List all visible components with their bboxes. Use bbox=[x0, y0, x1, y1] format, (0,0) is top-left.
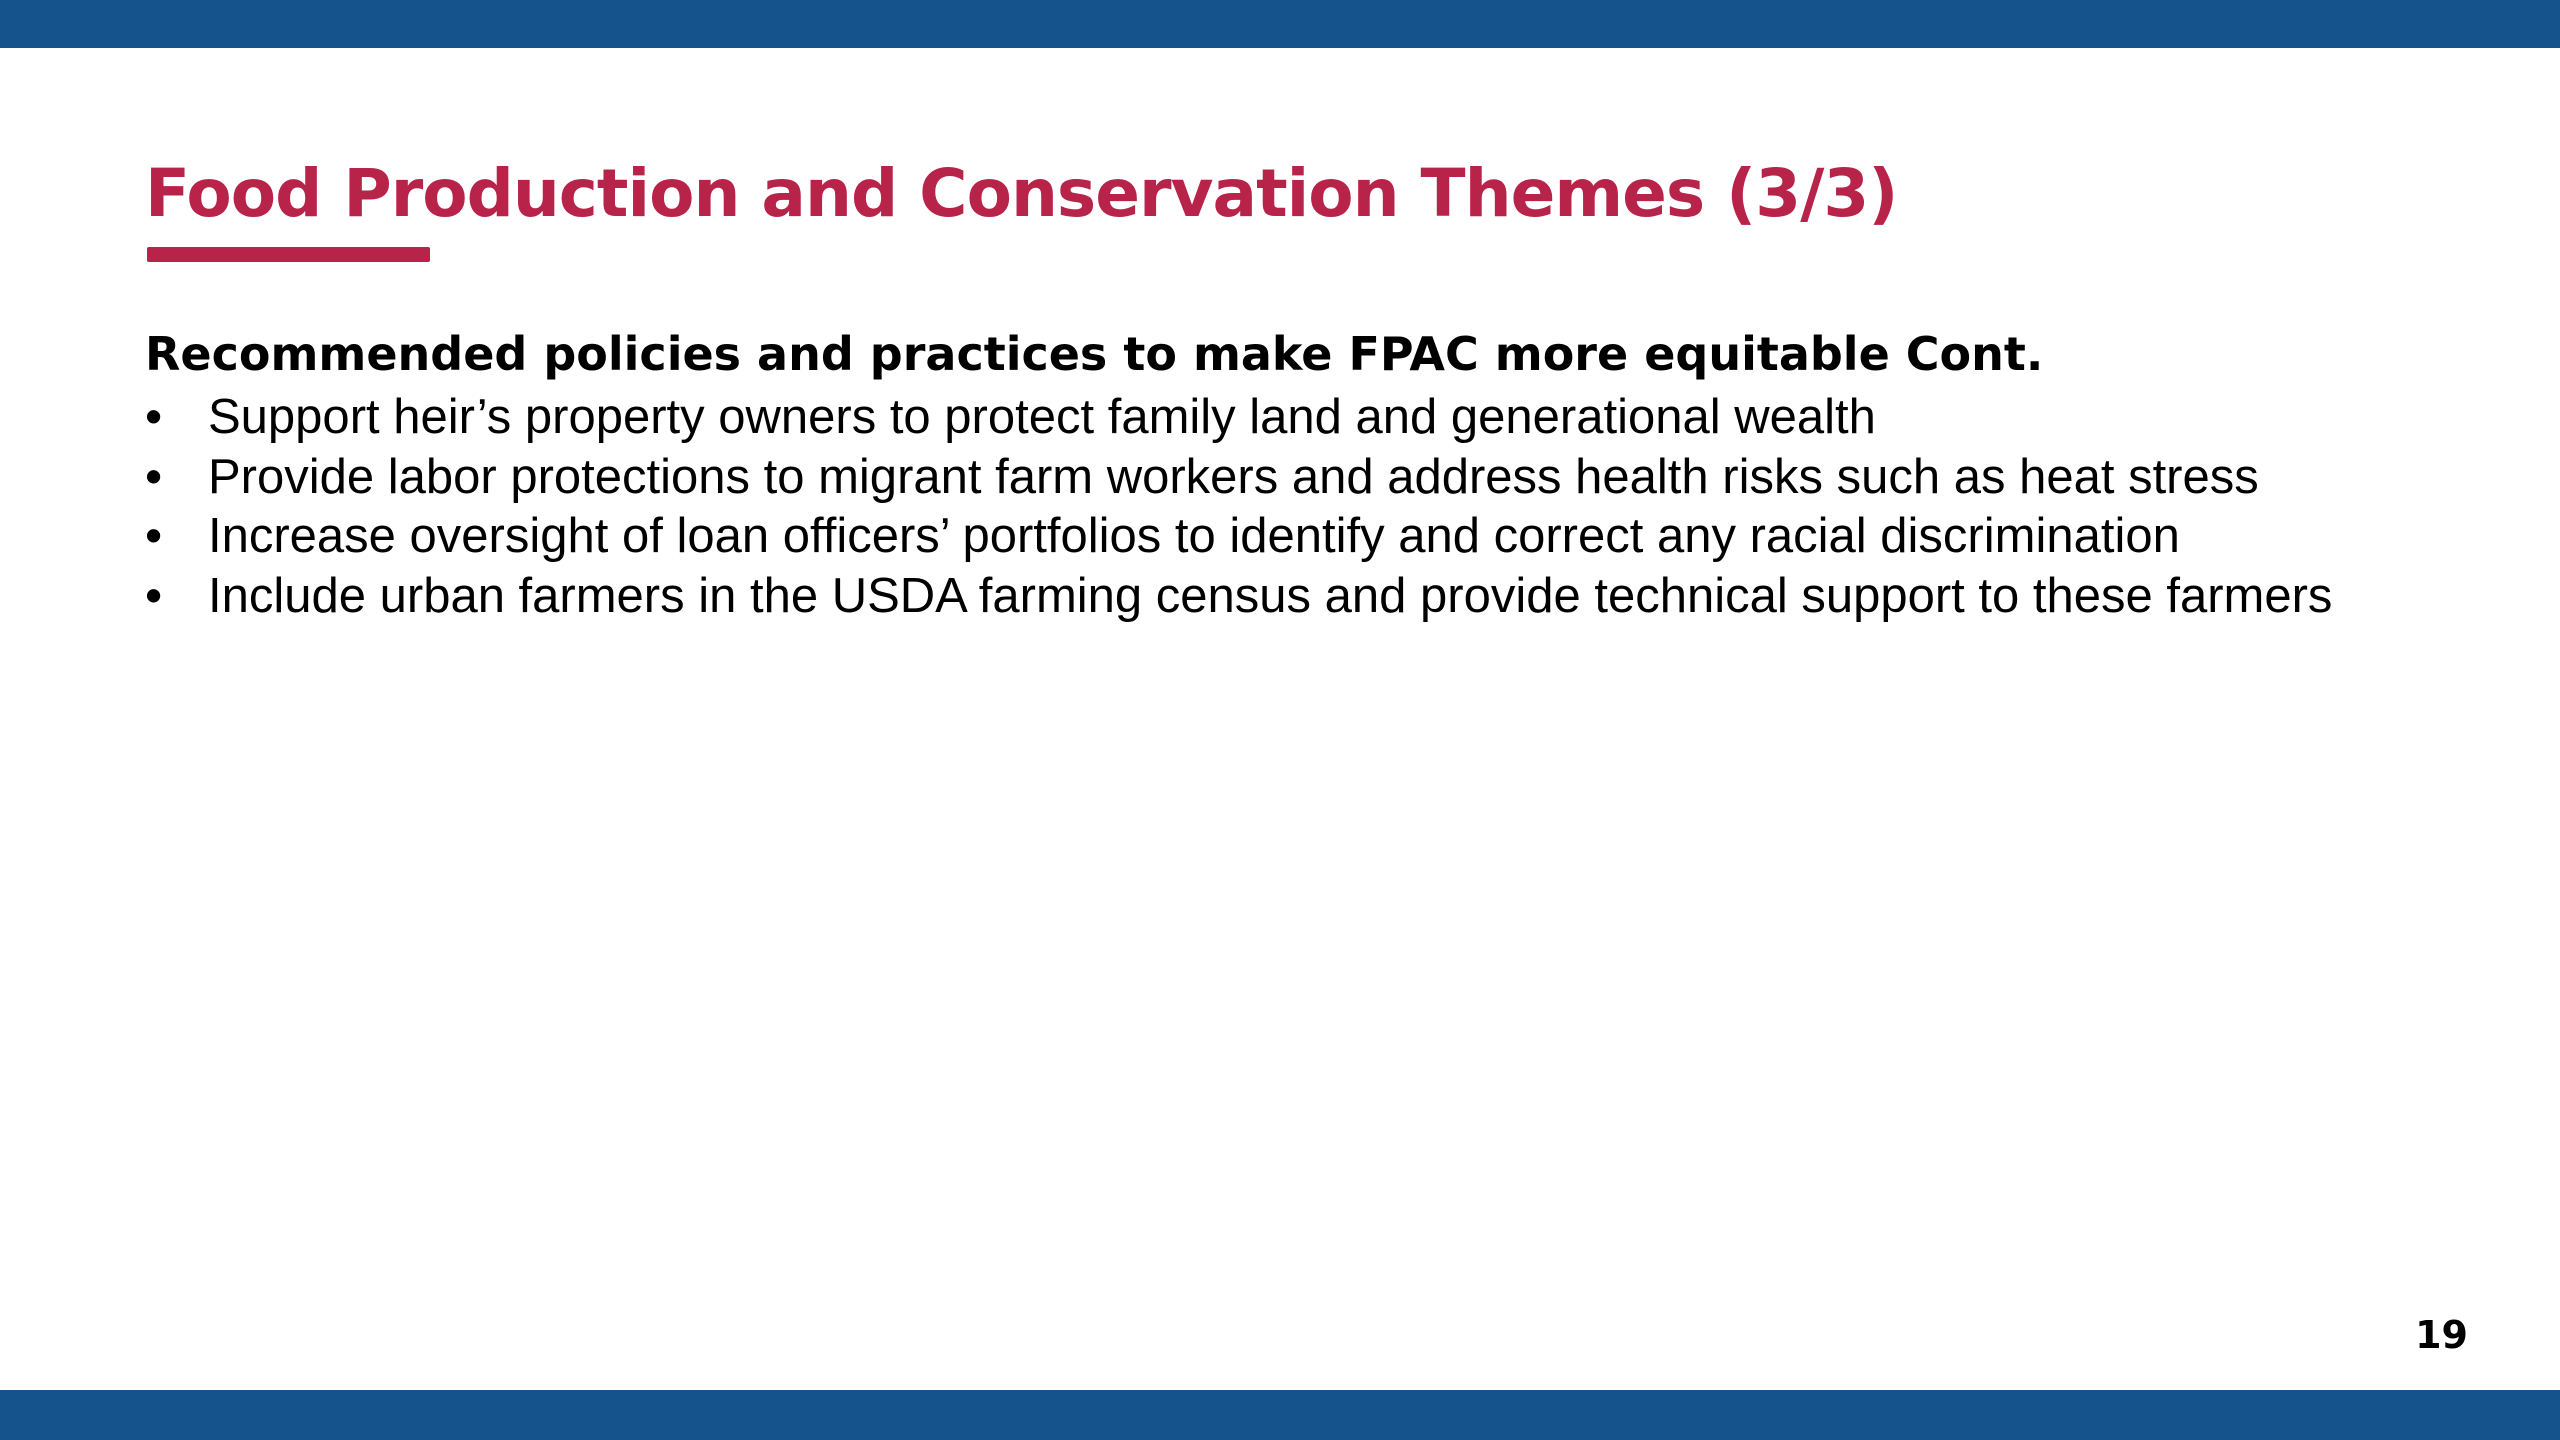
slide-content bbox=[145, 320, 2445, 626]
bullet-text: Increase oversight of loan officers’ portfolios to identify and correct any racial discrimination bbox=[208, 509, 2180, 563]
bullet-dot-icon: • bbox=[145, 568, 163, 623]
bullet-dot-icon: • bbox=[145, 449, 163, 504]
slide-title: Food Production and Conservation Themes (3/3) bbox=[145, 155, 1898, 232]
bullet-text: Support heir’s property owners to protect family land and generational wealth bbox=[208, 390, 1876, 444]
bullet-text: Provide labor protections to migrant farm workers and address health risks such as heat stress bbox=[208, 449, 2259, 504]
bullet-list bbox=[145, 388, 2445, 626]
bullet-dot-icon: • bbox=[145, 390, 163, 444]
subheading: Recommended policies and practices to make FPAC more equitable Cont. bbox=[145, 327, 2044, 381]
title-underline-accent bbox=[147, 247, 430, 262]
bullet-item bbox=[145, 567, 2445, 627]
bullet-item bbox=[145, 448, 2445, 508]
bullet-item bbox=[145, 388, 2445, 448]
bottom-band bbox=[0, 1390, 2560, 1440]
page-number: 19 bbox=[2415, 1313, 2468, 1357]
bullet-item bbox=[145, 507, 2445, 567]
bullet-dot-icon: • bbox=[145, 509, 163, 563]
top-band bbox=[0, 0, 2560, 48]
bullet-text: Include urban farmers in the USDA farming census and provide technical support to these farmers bbox=[208, 568, 2333, 623]
